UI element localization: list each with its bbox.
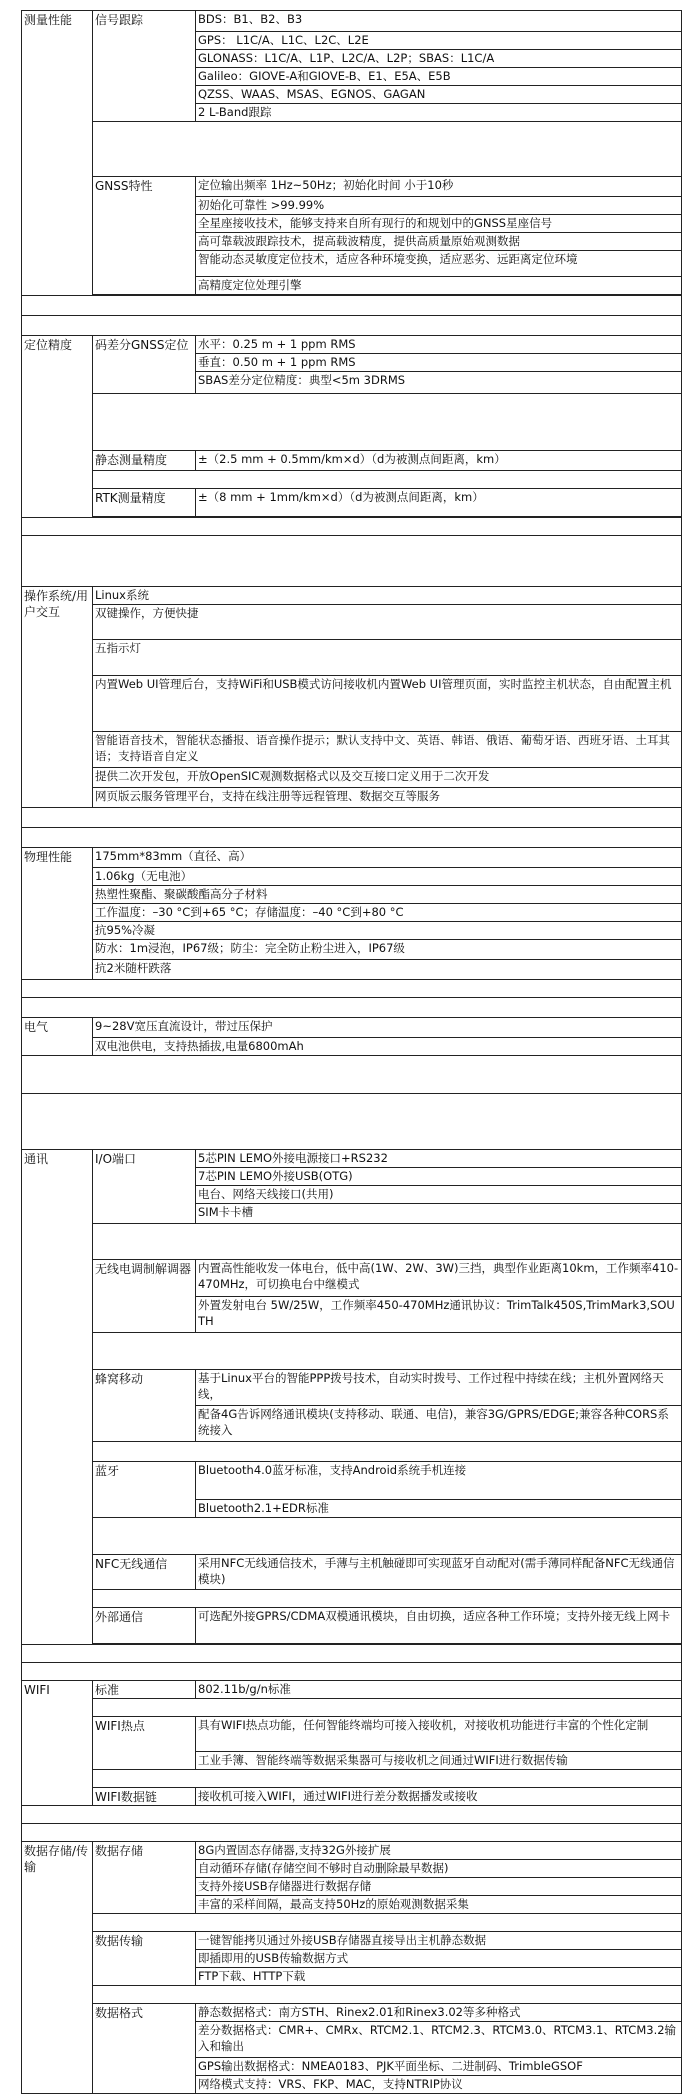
table-row xyxy=(22,451,682,471)
table-row xyxy=(22,1914,682,1932)
spec-value: 工作温度：–30 °C到+65 °C；存储温度：–40 °C到+80 °C xyxy=(93,904,682,922)
empty-cell xyxy=(22,1663,682,1681)
spec-value: 采用NFC无线通信技术，手薄与主机触碰即可实现蓝牙自动配对(需手薄同样配备NFC无线通信模块) xyxy=(196,1555,682,1590)
spec-value: 内置高性能收发一体电台，低中高(1W、2W、3W)三挡，典型作业距离10km，工作频率410-470MHz，可切换电台中继模式 xyxy=(196,1260,682,1297)
spec-value: 双电池供电，支持热插拔,电量6800mAh xyxy=(93,1038,682,1056)
subcategory-bluetooth: 蓝牙 xyxy=(93,1462,196,1518)
table-row xyxy=(22,336,682,354)
spec-value: ±（2.5 mm + 0.5mm/km×d）（d为被测点间距离，km） xyxy=(196,451,682,471)
spec-value: Galileo：GIOVE-A和GIOVE-B、E1、E5A、E5B xyxy=(196,68,682,86)
empty-cell xyxy=(22,316,682,336)
spec-value: 即插即用的USB传输数据方式 xyxy=(196,1950,682,1968)
spec-value: 高精度定位处理引擎 xyxy=(196,277,682,295)
empty-cell xyxy=(22,998,682,1018)
table-row xyxy=(22,1018,682,1038)
subcategory-storage: 数据存储 xyxy=(93,1842,196,1914)
table-row xyxy=(22,904,682,922)
spec-value: 工业手簿、智能终端等数据采集器可与接收机之间通过WIFI进行数据传输 xyxy=(196,1752,682,1770)
table-row xyxy=(22,1260,682,1297)
spec-value: 全星座接收技术，能够支持来自所有现行的和规划中的GNSS星座信号 xyxy=(196,215,682,233)
spec-value: 7芯PIN LEMO外接USB(OTG) xyxy=(196,1168,682,1186)
spec-value: 初始化可靠性 >99.99% xyxy=(196,197,682,215)
subcategory-external-comm: 外部通信 xyxy=(93,1608,196,1644)
spec-value: 水平：0.25 m + 1 ppm RMS xyxy=(196,336,682,354)
table-row xyxy=(22,122,682,177)
spec-value: 接收机可接入WIFI，通过WIFI进行差分数据播发或接收 xyxy=(196,1788,682,1806)
spec-value: 丰富的采样间隔，最高支持50Hz的原始观测数据采集 xyxy=(196,1896,682,1914)
empty-cell xyxy=(22,808,682,828)
spec-value: 一键智能拷贝通过外接USB存储器直接导出主机静态数据 xyxy=(196,1932,682,1950)
category-os-interaction: 操作系统/用户交互 xyxy=(22,587,93,808)
table-row xyxy=(22,868,682,886)
subcategory-rtk-accuracy: RTK测量精度 xyxy=(93,489,196,517)
empty-cell xyxy=(93,1699,682,1717)
empty-cell xyxy=(93,1914,682,1932)
empty-cell xyxy=(93,1518,682,1555)
subcategory-wifi-standard: 标准 xyxy=(93,1681,196,1699)
category-physical: 物理性能 xyxy=(22,848,93,980)
spec-value: 支持外接USB存储器进行数据存储 xyxy=(196,1878,682,1896)
table-row xyxy=(22,922,682,940)
empty-cell xyxy=(22,296,682,316)
table-row xyxy=(22,1663,682,1681)
spec-value: 175mm*83mm（直径、高） xyxy=(93,848,682,868)
subcategory-format: 数据格式 xyxy=(93,2004,196,2094)
table-row xyxy=(22,471,682,489)
spec-value: Linux系统 xyxy=(93,587,682,605)
empty-cell xyxy=(22,828,682,848)
table-row xyxy=(22,788,682,808)
empty-cell xyxy=(22,1056,682,1094)
subcategory-radio-modem: 无线电调制解调器 xyxy=(93,1260,196,1333)
spec-value: 差分数据格式：CMR+、CMRx、RTCM2.1、RTCM2.3、RTCM3.0、RTCM3.1、RTCM3.2输入和输出 xyxy=(196,2022,682,2058)
spec-value: 五指示灯 xyxy=(93,640,682,676)
spec-value: 网络模式支持：VRS、FKP、MAC，支持NTRIP协议 xyxy=(196,2076,682,2094)
empty-cell xyxy=(93,1224,682,1260)
table-row xyxy=(22,1518,682,1555)
spec-value: 自动循环存储(存储空间不够时自动删除最早数据) xyxy=(196,1860,682,1878)
table-row xyxy=(22,1824,682,1842)
spec-value: 高可靠载波跟踪技术，提高载波精度，提供高质量原始观测数据 xyxy=(196,233,682,251)
empty-cell xyxy=(93,1986,682,2004)
table-row xyxy=(22,1462,682,1500)
spec-value: 内置Web UI管理后台，支持WiFi和USB模式访问接收机内置Web UI管理页面，实时监控主机状态，自由配置主机 xyxy=(93,676,682,732)
table-row xyxy=(22,676,682,732)
spec-table xyxy=(21,10,682,2094)
table-row xyxy=(22,177,682,197)
empty-cell xyxy=(93,394,682,451)
subcategory-signal-tracking: 信号跟踪 xyxy=(93,11,196,122)
table-row xyxy=(22,998,682,1018)
empty-cell xyxy=(93,1770,682,1788)
spec-value: 定位输出频率 1Hz~50Hz；初始化时间 小于10秒 xyxy=(196,177,682,197)
spec-value: GPS： L1C/A、L1C、L2C、L2E xyxy=(196,32,682,50)
empty-cell xyxy=(22,536,682,587)
spec-value: GPS输出数据格式：NMEA0183、PJK平面坐标、二进制码、TrimbleGSOF xyxy=(196,2058,682,2076)
table-row xyxy=(22,808,682,828)
table-row xyxy=(22,1788,682,1806)
table-row xyxy=(22,2004,682,2022)
spec-value: 可选配外接GPRS/CDMA双模通讯模块，自由切换，适应各种工作环境；支持外接无线上网卡 xyxy=(196,1608,682,1644)
spec-value: ±（8 mm + 1mm/km×d）（d为被测点间距离，km） xyxy=(196,489,682,517)
spec-value: Bluetooth4.0蓝牙标准，支持Android系统手机连接 xyxy=(196,1462,682,1500)
category-electrical: 电气 xyxy=(22,1018,93,1056)
subcategory-wifi-hotspot: WIFI热点 xyxy=(93,1717,196,1770)
table-row xyxy=(22,1608,682,1644)
table-row xyxy=(22,1986,682,2004)
table-row xyxy=(22,1442,682,1462)
empty-cell xyxy=(22,1094,682,1150)
table-row xyxy=(22,1555,682,1590)
subcategory-code-diff: 码差分GNSS定位 xyxy=(93,336,196,394)
empty-cell xyxy=(93,1333,682,1370)
table-row xyxy=(22,587,682,605)
category-positioning-accuracy: 定位精度 xyxy=(22,336,93,518)
empty-cell xyxy=(22,1645,682,1663)
spec-value: 外置发射电台 5W/25W，工作频率450-470MHz通讯协议：TrimTalk450S,TrimMark3,SOUTH xyxy=(196,1297,682,1333)
table-row xyxy=(22,394,682,451)
subcategory-io-ports: I/O端口 xyxy=(93,1150,196,1224)
empty-cell xyxy=(22,980,682,998)
table-row xyxy=(22,940,682,960)
table-row xyxy=(22,1770,682,1788)
empty-cell xyxy=(93,1590,682,1608)
table-row xyxy=(22,1150,682,1168)
spec-value: BDS：B1、B2、B3 xyxy=(196,11,682,32)
empty-cell xyxy=(93,471,682,489)
table-row xyxy=(22,1370,682,1406)
table-row xyxy=(22,1681,682,1699)
category-communication: 通讯 xyxy=(22,1150,93,1645)
spec-value: 9~28V宽压直流设计，带过压保护 xyxy=(93,1018,682,1038)
spec-value: FTP下载、HTTP下载 xyxy=(196,1968,682,1986)
table-row xyxy=(22,1590,682,1608)
table-row xyxy=(22,1842,682,1860)
spec-value: 智能语音技术，智能状态播报、语音操作提示；默认支持中文、英语、韩语、俄语、葡萄牙语、西班牙语、土耳其语；支持语音自定义 xyxy=(93,732,682,768)
table-row xyxy=(22,848,682,868)
table-row xyxy=(22,316,682,336)
spec-value: 抗95%冷凝 xyxy=(93,922,682,940)
spec-value: 具有WIFI热点功能，任何智能终端均可接入接收机，对接收机功能进行丰富的个性化定制 xyxy=(196,1717,682,1752)
spec-value: SBAS差分定位精度：典型<5m 3DRMS xyxy=(196,372,682,394)
table-row xyxy=(22,1645,682,1663)
subcategory-gnss-features: GNSS特性 xyxy=(93,177,196,295)
table-row xyxy=(22,1038,682,1056)
table-row xyxy=(22,1932,682,1950)
table-row xyxy=(22,1717,682,1752)
spec-value: 8G内置固态存储器,支持32G外接扩展 xyxy=(196,1842,682,1860)
spec-value: 基于Linux平台的智能PPP拨号技术，自动实时拨号、工作过程中持续在线；主机外置网络天线， xyxy=(196,1370,682,1406)
subcategory-cellular: 蜂窝移动 xyxy=(93,1370,196,1442)
subcategory-nfc: NFC无线通信 xyxy=(93,1555,196,1590)
table-row xyxy=(22,1806,682,1824)
table-row xyxy=(22,960,682,980)
table-row xyxy=(22,768,682,788)
spec-value: 配备4G告诉网络通讯模块(支持移动、联通、电信)，兼容3G/GPRS/EDGE;兼容各种CORS系统接入 xyxy=(196,1406,682,1442)
empty-cell xyxy=(22,1806,682,1824)
spec-value: 2 L-Band跟踪 xyxy=(196,104,682,122)
subcategory-transfer: 数据传输 xyxy=(93,1932,196,1986)
empty-cell xyxy=(22,518,682,536)
spec-value: QZSS、WAAS、MSAS、EGNOS、GAGAN xyxy=(196,86,682,104)
table-row xyxy=(22,1056,682,1094)
table-row xyxy=(22,980,682,998)
spec-value: 提供二次开发包，开放OpenSIC观测数据格式以及交互接口定义用于二次开发 xyxy=(93,768,682,788)
spec-value: 1.06kg（无电池） xyxy=(93,868,682,886)
empty-cell xyxy=(93,122,682,177)
spec-value: 电台、网络天线接口(共用) xyxy=(196,1186,682,1204)
table-row xyxy=(22,518,682,536)
spec-value: Bluetooth2.1+EDR标准 xyxy=(196,1500,682,1518)
spec-value: 双键操作，方便快捷 xyxy=(93,605,682,640)
spec-value: GLONASS：L1C/A、L1P、L2C/A、L2P；SBAS：L1C/A xyxy=(196,50,682,68)
table-row xyxy=(22,828,682,848)
spec-value: 5芯PIN LEMO外接电源接口+RS232 xyxy=(196,1150,682,1168)
category-data-storage: 数据存储/传输 xyxy=(22,1842,93,2094)
spec-value: 热塑性聚酯、聚碳酸酯高分子材料 xyxy=(93,886,682,904)
table-row xyxy=(22,886,682,904)
empty-cell xyxy=(93,1442,682,1462)
table-row xyxy=(22,1224,682,1260)
spec-value: 网页版云服务管理平台，支持在线注册等远程管理、数据交互等服务 xyxy=(93,788,682,808)
spec-value: 静态数据格式：南方STH、Rinex2.01和Rinex3.02等多种格式 xyxy=(196,2004,682,2022)
table-row xyxy=(22,640,682,676)
table-row xyxy=(22,605,682,640)
subcategory-wifi-datalink: WIFI数据链 xyxy=(93,1788,196,1806)
category-measurement: 测量性能 xyxy=(22,11,93,296)
spec-value: 智能动态灵敏度定位技术，适应各种环境变换，适应恶劣、远距离定位环境 xyxy=(196,251,682,277)
table-row xyxy=(22,732,682,768)
table-row xyxy=(22,489,682,517)
table-row xyxy=(22,11,682,32)
subcategory-static-accuracy: 静态测量精度 xyxy=(93,451,196,471)
spec-value: 抗2米随杆跌落 xyxy=(93,960,682,980)
table-row xyxy=(22,296,682,316)
spec-value: 802.11b/g/n标准 xyxy=(196,1681,682,1699)
spec-value: 防水：1m浸泡，IP67级；防尘：完全防止粉尘进入，IP67级 xyxy=(93,940,682,960)
table-row xyxy=(22,1333,682,1370)
table-row xyxy=(22,1699,682,1717)
empty-cell xyxy=(22,1824,682,1842)
table-row xyxy=(22,1094,682,1150)
table-row xyxy=(22,536,682,587)
spec-value: SIM卡卡槽 xyxy=(196,1204,682,1224)
category-wifi: WIFI xyxy=(22,1681,93,1806)
spec-value: 垂直：0.50 m + 1 ppm RMS xyxy=(196,354,682,372)
